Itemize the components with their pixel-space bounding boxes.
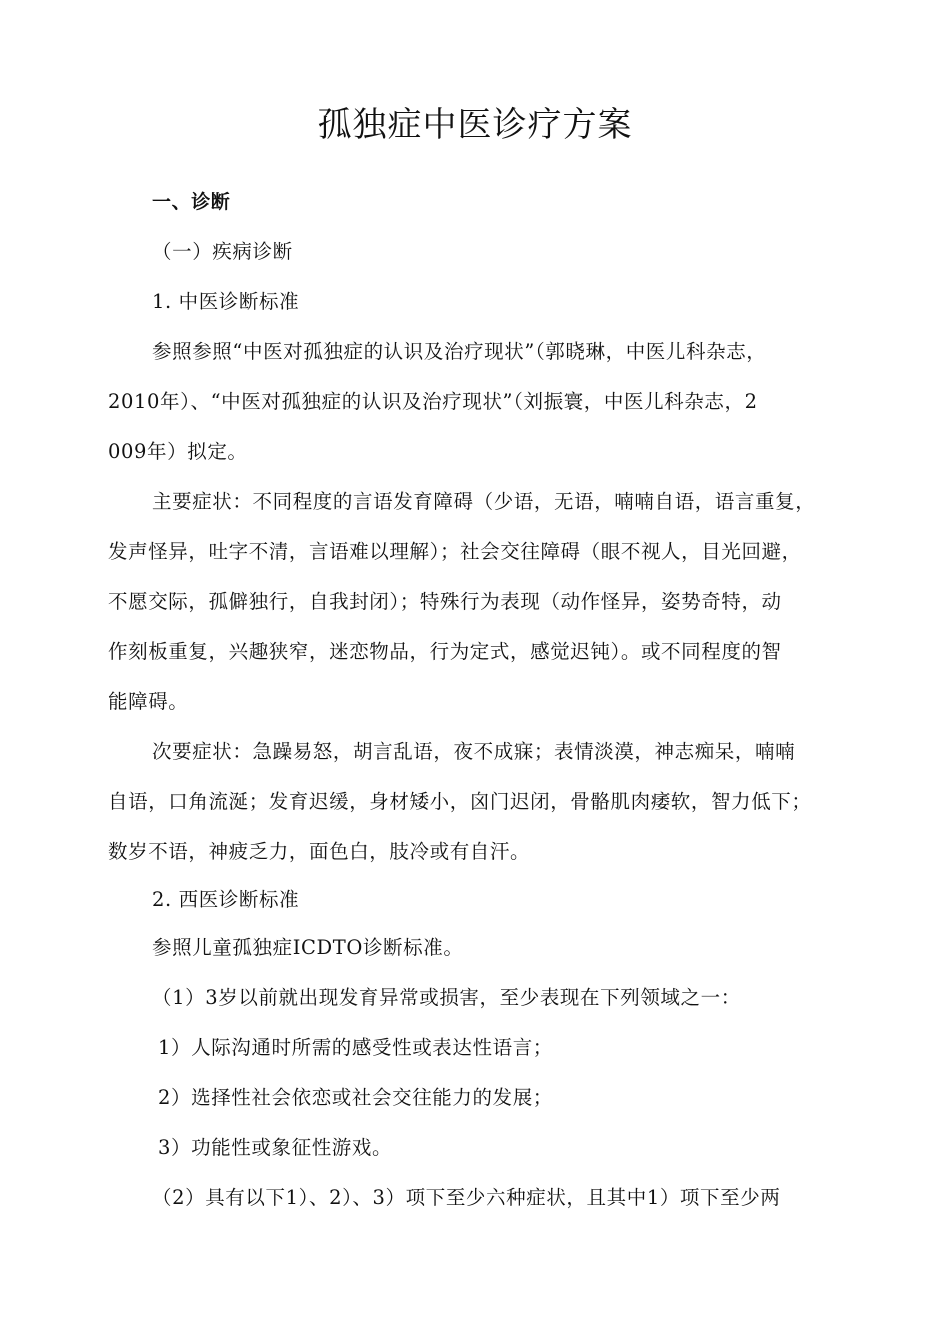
item-heading-tcm: 1. 中医诊断标准 [152,290,300,313]
sub-item: 2）选择性社会依恋或社会交往能力的发展； [158,1086,553,1109]
paragraph-line: 参照参照“中医对孤独症的认识及治疗现状”（郭晓琳，中医儿科杂志， [152,340,767,363]
criterion-line: （1）3岁以前就出现发育异常或损害，至少表现在下列领域之一： [152,986,741,1009]
page-title: 孤独症中医诊疗方案 [317,105,633,145]
paragraph-line: 自语，口角流涎；发育迟缓，身材矮小，囟门迟闭，骨骼肌肉痿软，智力低下； [108,790,812,813]
sub-item: 3）功能性或象征性游戏。 [158,1136,393,1159]
paragraph-line: 009年）拟定。 [108,440,248,463]
criterion-line: （2）具有以下1）、2）、3）项下至少六种症状，且其中1）项下至少两 [152,1186,781,1209]
section-heading: 一、诊断 [152,191,231,213]
item-heading-western: 2. 西医诊断标准 [152,888,300,911]
paragraph-line: 不愿交际，孤僻独行，自我封闭）；特殊行为表现（动作怪异，姿势奇特，动 [108,590,782,613]
paragraph-line: 数岁不语，神疲乏力，面色白，肢冷或有自汗。 [108,840,531,863]
paragraph-line: 主要症状：不同程度的言语发育障碍（少语，无语，喃喃自语，语言重复， [152,490,816,513]
paragraph-line: 作刻板重复，兴趣狭窄，迷恋物品，行为定式，感觉迟钝）。或不同程度的智 [108,640,782,663]
paragraph-line: 能障碍。 [108,690,189,713]
paragraph-line: 次要症状：急躁易怒，胡言乱语，夜不成寐；表情淡漠，神志痴呆，喃喃 [152,740,796,763]
paragraph-line: 2010年）、“中医对孤独症的认识及治疗现状”（刘振寰，中医儿科杂志，2 [108,390,758,413]
sub-item: 1）人际沟通时所需的感受性或表达性语言； [158,1036,553,1059]
paragraph-line: 参照儿童孤独症ICDTO诊断标准。 [152,936,464,959]
subsection-heading: （一）疾病诊断 [152,240,293,263]
paragraph-line: 发声怪异，吐字不清，言语难以理解）；社会交往障碍（眼不视人，目光回避， [108,540,802,563]
